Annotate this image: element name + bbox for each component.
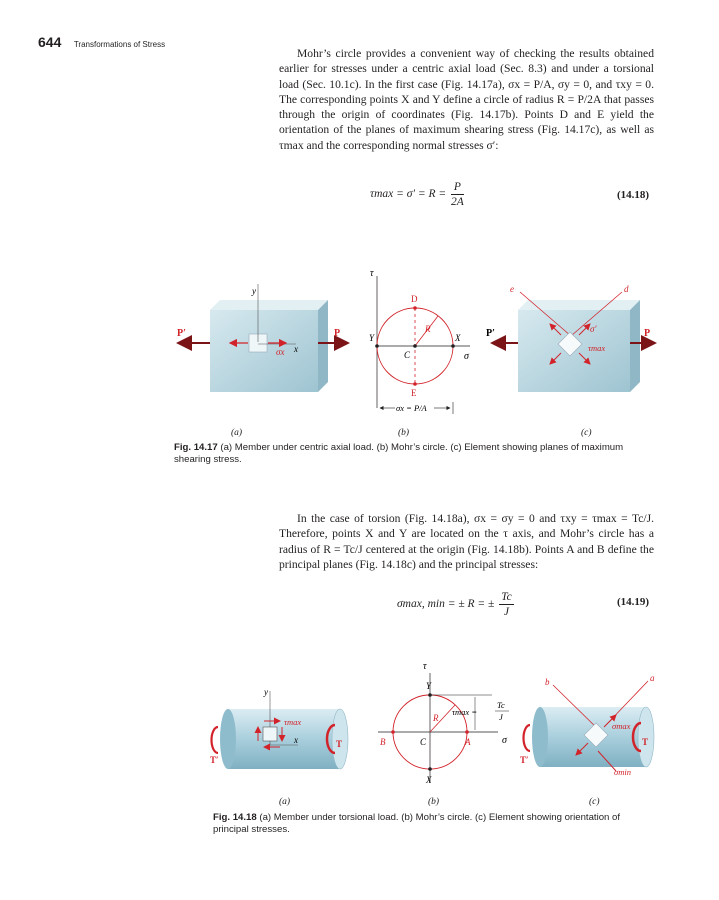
fig2c-sigma-min: σmin xyxy=(614,767,631,777)
page-number: 644 xyxy=(38,34,62,50)
fig2a-cylinder xyxy=(210,687,348,769)
fig2c-T-prime: T′ xyxy=(520,755,529,765)
equation-2-numerator: Tc xyxy=(501,591,512,603)
equation-1-numerator: P xyxy=(451,180,464,195)
fig2b-Tc: Tc xyxy=(497,700,505,710)
fig1c-tau-max: τmax xyxy=(588,343,606,353)
fig2c-T: T xyxy=(642,737,649,747)
fig1b-sigma-label: σ xyxy=(464,351,469,362)
equation-2-fraction xyxy=(499,590,513,619)
fig2b-tau-max-eq: τmax = xyxy=(452,707,478,717)
fig1b-E: E xyxy=(411,388,417,398)
paragraph-2-text: In the case of torsion (Fig. 14.18a), σx = σy = 0 and τxy = τmax = Tc/J. Therefore, points X and Y are located on the τ axis, and Mohr’s circle has a radius of R = Tc/J centered at the origin (Fig. 14.18b). Points A and B define the principal planes (Fig. 14.18c) and the principal stresses: xyxy=(279,512,654,571)
fig1-label-c: (c) xyxy=(581,428,592,438)
fig1a-x-label: x xyxy=(294,344,298,354)
figure-14-17-caption xyxy=(174,442,644,466)
fig1c-e: e xyxy=(510,284,514,294)
figure-14-17 xyxy=(0,262,719,422)
fig2c-cylinder xyxy=(520,673,655,777)
equation-1-number: (14.18) xyxy=(617,189,650,201)
fig2b-C: C xyxy=(420,737,427,747)
fig2b-X: X xyxy=(426,775,432,785)
fig1b-C: C xyxy=(404,350,411,360)
fig2b-R: R xyxy=(433,713,439,723)
fig1c-P-prime: P′ xyxy=(486,328,495,339)
fig1a-P-prime: P′ xyxy=(177,328,186,339)
running-title: Transformations of Stress xyxy=(73,40,166,49)
fig2a-T-prime: T′ xyxy=(210,755,219,765)
fig2b-mohr-circle xyxy=(378,661,509,785)
fig2a-y-label: y xyxy=(264,687,268,697)
fig2b-tau-label: τ xyxy=(423,661,427,672)
fig2-caption-label: Fig. 14.18 xyxy=(213,812,257,823)
fig2c-b: b xyxy=(545,677,550,687)
fig1b-Y: Y xyxy=(369,333,375,343)
fig2-label-c: (c) xyxy=(589,797,600,807)
fig1c-sigma-prime: σ′ xyxy=(590,324,597,334)
fig2-label-a: (a) xyxy=(279,797,291,807)
fig2a-x-label: x xyxy=(294,735,298,745)
equation-1-fraction xyxy=(451,180,464,209)
body-paragraph-1 xyxy=(279,46,654,153)
fig2b-sigma-label: σ xyxy=(502,735,507,746)
fig2a-tau-max: τmax xyxy=(284,717,302,727)
fig2a-element xyxy=(263,727,277,741)
body-paragraph-2 xyxy=(279,511,654,572)
fig1c-member xyxy=(486,284,655,392)
fig1a-sigma-x: σx xyxy=(276,347,285,357)
fig1a-y-label: y xyxy=(252,286,256,296)
fig1b-R: R xyxy=(425,324,431,334)
fig2b-Y: Y xyxy=(426,681,432,691)
fig1c-d: d xyxy=(624,284,629,294)
fig1-caption-label: Fig. 14.17 xyxy=(174,442,218,453)
fig2-caption-text: (a) Member under torsional load. (b) Mohr’s circle. (c) Element showing orientation of principal stresses. xyxy=(213,812,621,835)
fig2b-A: A xyxy=(465,737,471,747)
fig2c-torque-left xyxy=(524,725,530,751)
fig2a-torque-left xyxy=(212,727,218,753)
equation-2-lhs: σmax, min = ± R = ± xyxy=(397,598,495,611)
equation-1-denominator: 2A xyxy=(451,196,464,208)
figure-14-18-caption xyxy=(213,812,633,836)
fig1a-member xyxy=(177,284,348,392)
fig1a-P: P xyxy=(334,328,341,339)
fig1b-X: X xyxy=(455,333,461,343)
fig2-label-b: (b) xyxy=(428,797,440,807)
figure-14-18 xyxy=(0,655,719,795)
equation-14-19 xyxy=(397,590,516,619)
fig1b-mohr-circle xyxy=(369,268,470,414)
fig2b-J: J xyxy=(499,712,503,722)
equation-2-number: (14.19) xyxy=(617,596,650,608)
paragraph-1-text: Mohr’s circle provides a convenient way of checking the results obtained earlier for stresses under a centric axial load (Sec. 8.3) and under a torsional load (Sec. 10.1c). In the first case (Fig. 14.17a), σx = P/A, σy = 0, and τxy = 0. The corresponding points X and Y define a circle of radius R = P/2A that passes through the origin of coordinates (Fig. 14.17b). Points D and E yield the orientation of the planes of maximum shearing stress (Fig. 14.17c), as well as τmax and the corresponding normal stresses σ′: xyxy=(279,47,654,152)
fig1-label-a: (a) xyxy=(231,428,243,438)
fig1-caption-text: (a) Member under centric axial load. (b) Mohr’s circle. (c) Element showing planes of maximum shearing stress. xyxy=(174,442,624,465)
equation-1-lhs: τmax = σ′ = R = xyxy=(370,188,447,201)
fig2b-B: B xyxy=(380,737,386,747)
fig1b-sigma-x-PA: σx = P/A xyxy=(396,403,427,413)
equation-2-denominator: J xyxy=(503,606,510,618)
fig2c-sigma-max: σmax xyxy=(612,721,631,731)
fig2a-T: T xyxy=(336,739,343,749)
fig1-label-b: (b) xyxy=(398,428,410,438)
equation-14-18 xyxy=(370,180,466,209)
fig1c-P: P xyxy=(644,328,651,339)
fig1b-tau-label: τ xyxy=(370,268,374,279)
running-header xyxy=(38,34,165,52)
fig2c-a: a xyxy=(650,673,655,683)
fig1b-D: D xyxy=(411,294,418,304)
